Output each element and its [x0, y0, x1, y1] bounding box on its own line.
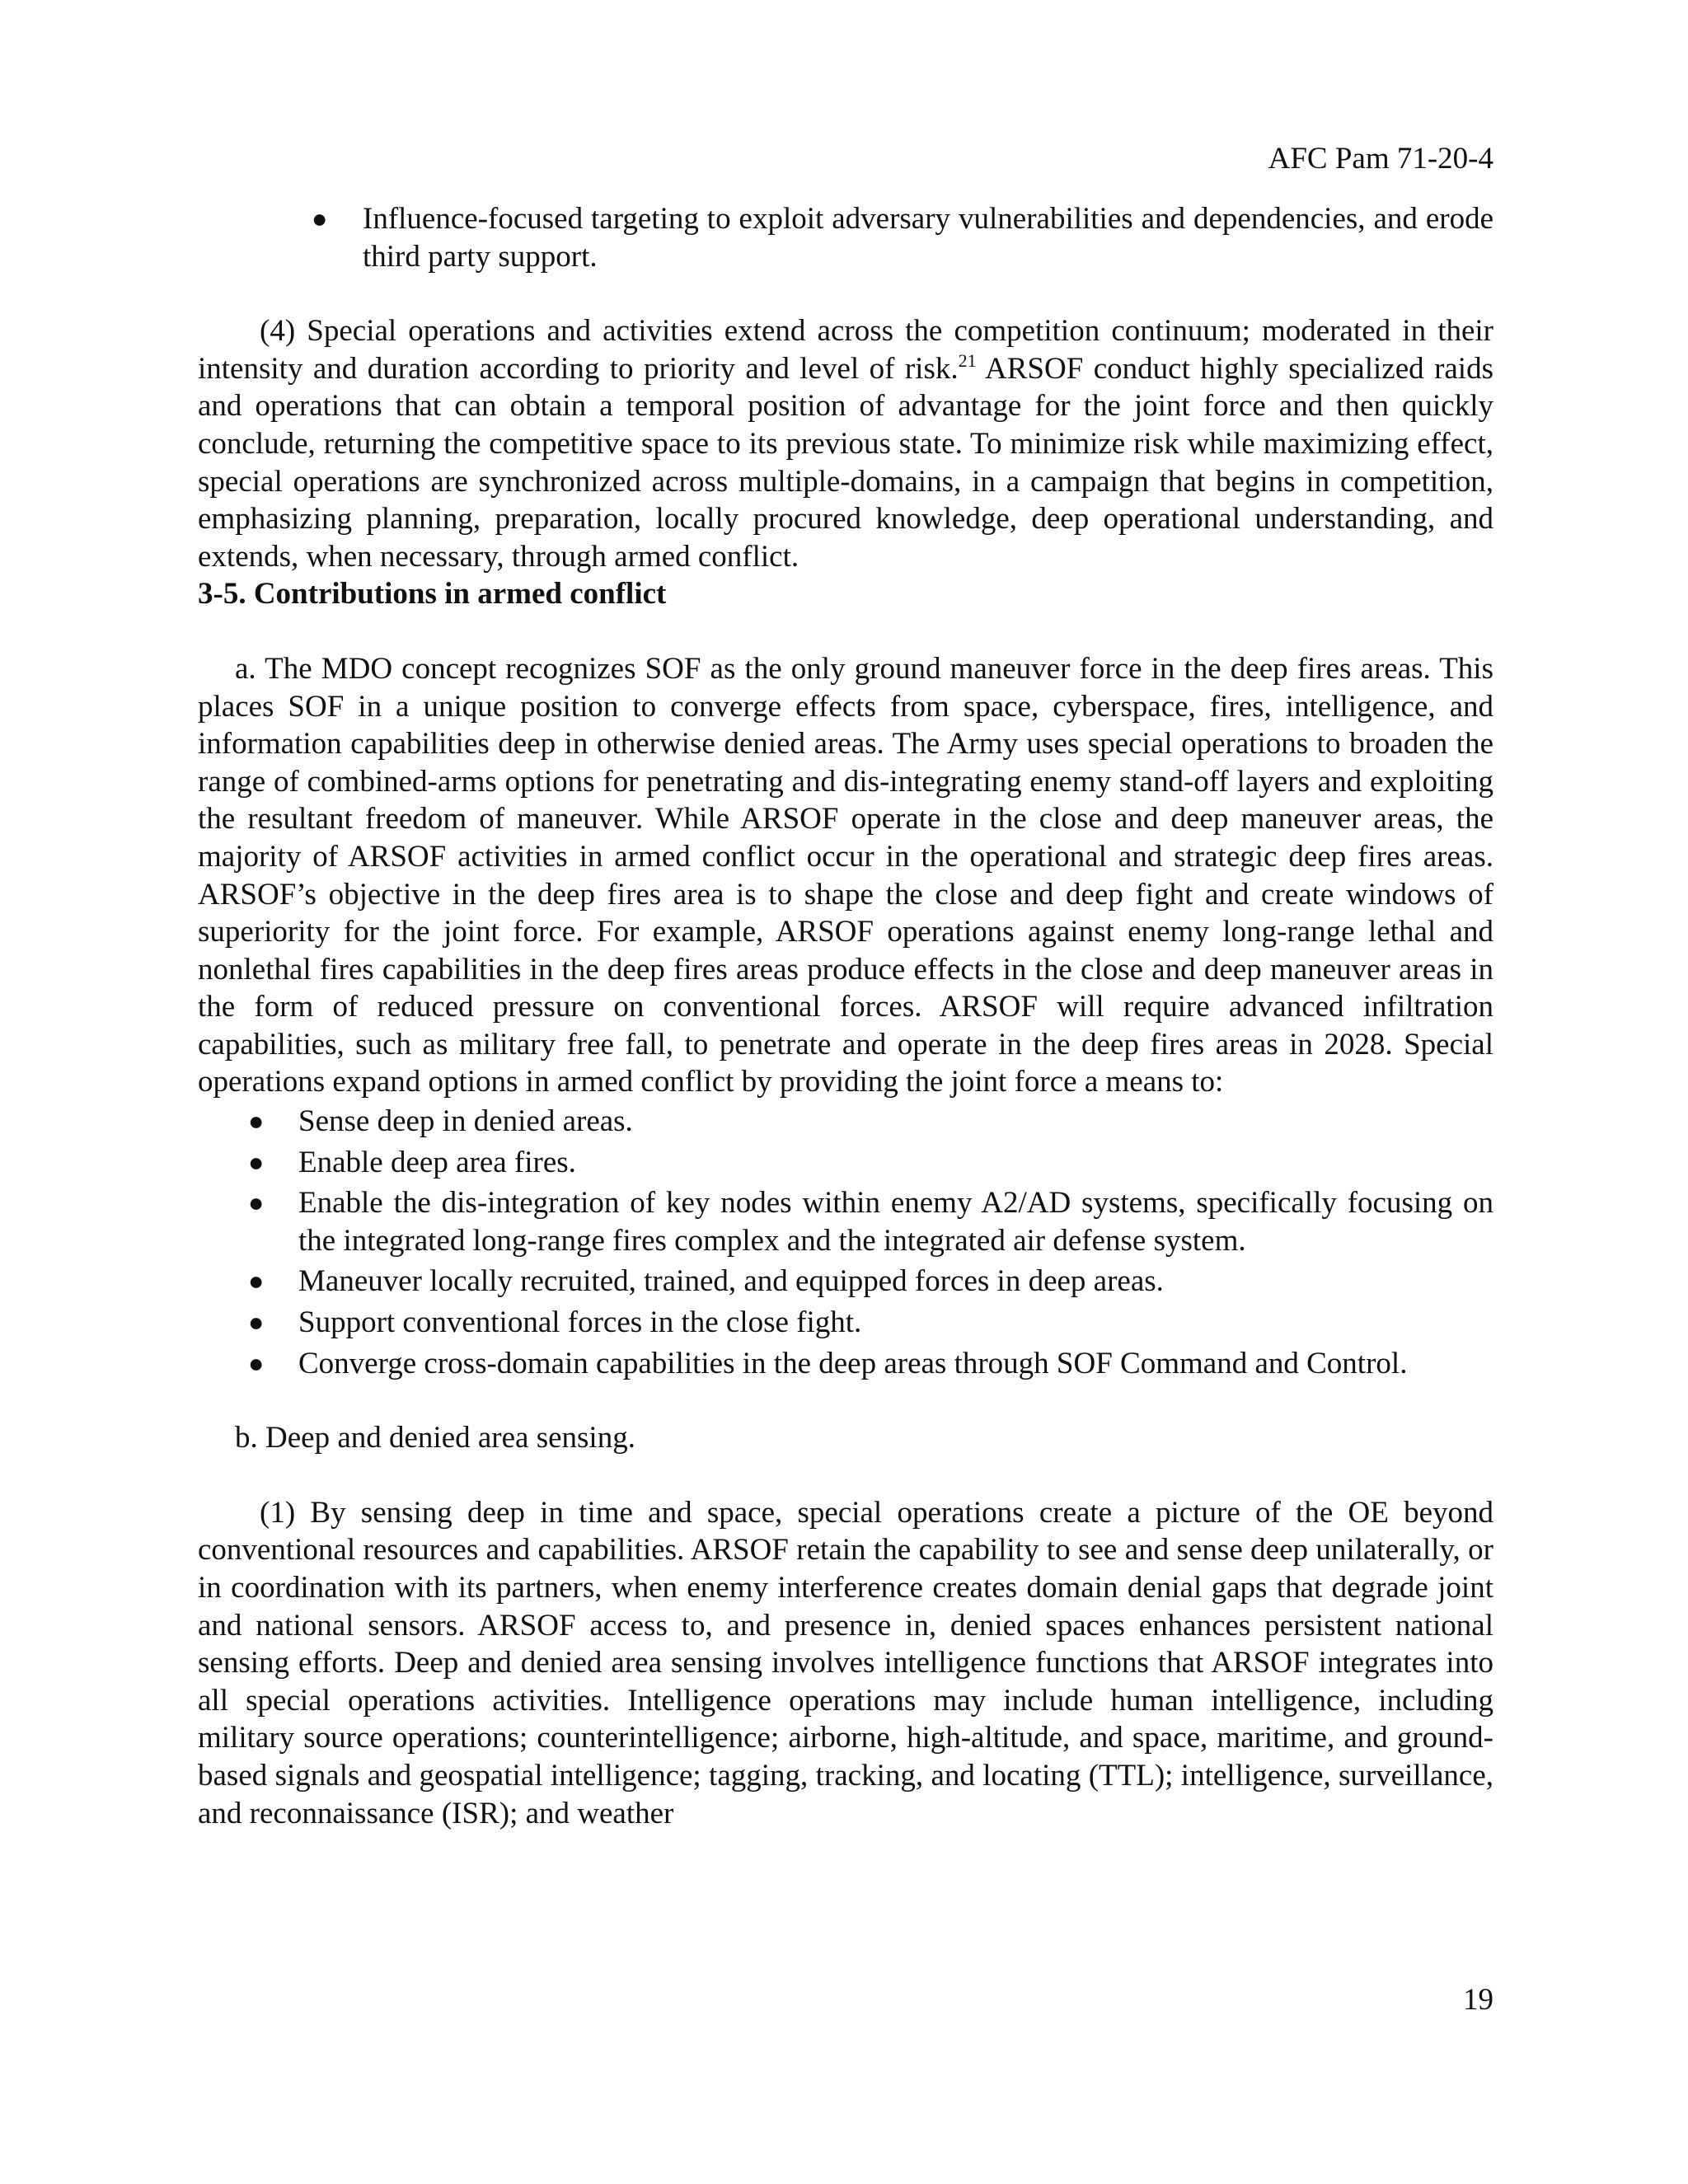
section-heading: 3-5. Contributions in armed conflict	[198, 577, 667, 612]
bullet-text: Influence-focused targeting to exploit adversary vulnerabilities and dependencies, and erode third party support.	[363, 202, 1493, 274]
top-bullet-list	[198, 200, 1493, 275]
bullet-icon: ●	[248, 1188, 265, 1218]
list-item	[198, 1345, 1493, 1383]
paragraph-4	[198, 312, 1493, 575]
list-item	[198, 1103, 1493, 1141]
list-item	[198, 1144, 1493, 1182]
bullet-icon: ●	[248, 1347, 265, 1378]
bullet-text: Enable deep area fires.	[298, 1145, 576, 1179]
paragraph-4-continued: ARSOF conduct highly specialized raids and operations that can obtain a temporal position of advantage for the joint force and then quickly conclude, returning the competitive space to its previous state. To minimize risk while maximizing effect, special operations are synchronized across multiple-domains, in a campaign that begins in competition, emphasizing planning, preparation, locally procured knowledge, deep operational understanding, and extends, when necessary, through armed conflict.	[198, 351, 1493, 574]
paragraph-4-text: (4) Special operations and activities extend across the competition continuum; moderated in their intensity and duration according to priority and level of risk.	[198, 314, 1493, 386]
list-item	[198, 1184, 1493, 1259]
bullet-icon: ●	[248, 1146, 265, 1177]
list-item	[198, 200, 1493, 275]
page-number: 19	[1463, 1983, 1493, 2017]
capabilities-bullet-list	[198, 1103, 1493, 1382]
page-header-doc-id: AFC Pam 71-20-4	[1268, 142, 1493, 176]
bullet-icon: ●	[248, 1307, 265, 1338]
bullet-text: Enable the dis-integration of key nodes within enemy A2/AD systems, specifically focusing on the integrated long-range fires complex and the integrated air defense system.	[298, 1186, 1493, 1258]
bullet-icon: ●	[248, 1266, 265, 1296]
list-item	[198, 1304, 1493, 1342]
paragraph-b: b. Deep and denied area sensing.	[235, 1421, 635, 1455]
page-content	[198, 200, 1493, 1832]
bullet-text: Sense deep in denied areas.	[298, 1104, 633, 1139]
bullet-text: Support conventional forces in the close fight.	[298, 1305, 862, 1340]
bullet-text: Converge cross-domain capabilities in the deep areas through SOF Command and Control.	[298, 1346, 1408, 1380]
paragraph-b1: (1) By sensing deep in time and space, special operations create a picture of the OE beyond conventional resources and capabilities. ARSOF retain the capability to see and sense deep unilaterally, or in coordination with its partners, when enemy interference creates domain denial gaps that degrade joint and national sensors. ARSOF access to, and presence in, denied spaces enhances persistent national sensing efforts. Deep and denied area sensing involves intelligence functions that ARSOF integrates into all special operations activities. Intelligence operations may include human intelligence, including military source operations; counterintelligence; airborne, high-altitude, and space, maritime, and ground-based signals and geospatial intelligence; tagging, tracking, and locating (TTL); intelligence, surveillance, and reconnaissance (ISR); and weather	[198, 1495, 1493, 1830]
list-item	[198, 1263, 1493, 1301]
bullet-text: Maneuver locally recruited, trained, and equipped forces in deep areas.	[298, 1264, 1164, 1299]
bullet-icon: ●	[248, 1106, 265, 1137]
footnote-marker[interactable]: 21	[958, 349, 977, 371]
paragraph-a: a. The MDO concept recognizes SOF as the only ground maneuver force in the deep fires areas. This places SOF in a unique position to converge effects from space, cyberspace, fires, intelligence, and information capabilities deep in otherwise denied areas. The Army uses special operations to broaden the range of combined-arms options for penetrating and dis-integrating enemy stand-off layers and exploiting the resultant freedom of maneuver. While ARSOF operate in the close and deep maneuver areas, the majority of ARSOF activities in armed conflict occur in the operational and strategic deep fires areas. ARSOF’s objective in the deep fires area is to shape the close and deep fight and create windows of superiority for the joint force. For example, ARSOF operations against enemy long-range lethal and nonlethal fires capabilities in the deep fires areas produce effects in the close and deep maneuver areas in the form of reduced pressure on conventional forces. ARSOF will require advanced infiltration capabilities, such as military free fall, to penetrate and operate in the deep fires areas in 2028. Special operations expand options in armed conflict by providing the joint force a means to:	[198, 651, 1493, 1099]
bullet-icon: ●	[312, 204, 328, 233]
